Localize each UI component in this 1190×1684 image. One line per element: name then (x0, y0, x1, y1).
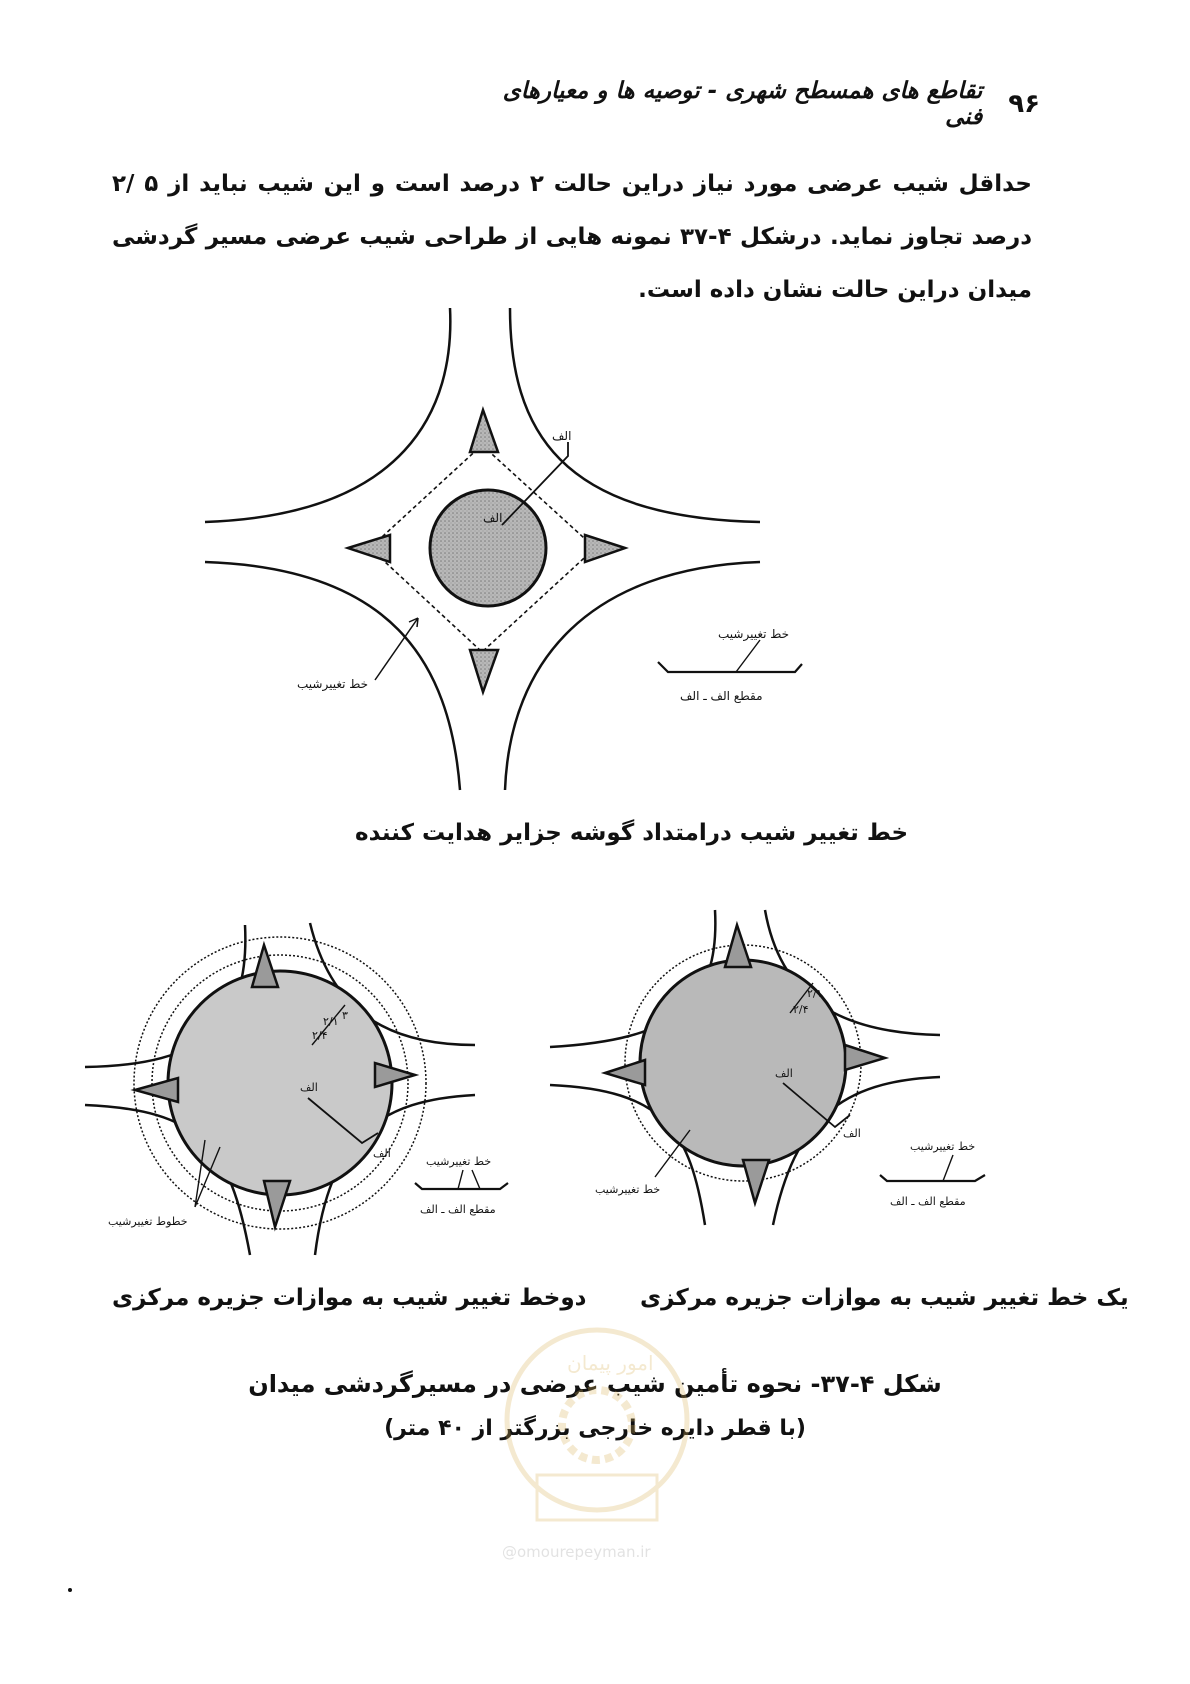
body-paragraph: حداقل شیب عرضی مورد نیاز دراین حالت ۲ درصد است و این شیب نباید از ۵ /۲ درصد تجاوز نماید. درشکل ۴-۳۷ نمونه هایی از طراحی شیب عرضی مسیر گردشی میدان دراین حالت نشان داده است. (112, 171, 1032, 303)
section-marker-label-inner: الف (300, 1081, 318, 1094)
figure-top-roundabout (200, 300, 920, 800)
figure-left-roundabout (80, 915, 550, 1260)
cross-section-profile (880, 1175, 985, 1181)
ring-label-2: ۲/۱ (323, 1015, 339, 1028)
central-island (430, 490, 546, 606)
section-marker-label-inner: الف (483, 511, 503, 525)
ring-label-1: ۲/۱ (807, 987, 823, 1000)
watermark-url: @omourepeyman.ir (502, 1543, 651, 1561)
margin-dot (68, 1588, 72, 1592)
page-number: ۹۶ (1008, 89, 1040, 119)
cross-section-label: مقطع الف ـ الف (890, 1195, 966, 1208)
figure-right-roundabout (545, 905, 1065, 1235)
cross-section-change-label: خط تغییرشیب (426, 1155, 492, 1168)
running-title: تقاطع های همسطح شهری - توصیه ها و معیارهای فنی (502, 78, 983, 130)
figure-caption-line1: شکل ۴-۳۷- نحوه تأمین شیب عرضی در مسیرگردشی میدان (248, 1370, 942, 1398)
section-marker-label-inner: الف (775, 1067, 793, 1080)
section-marker-label-outer: الف (552, 429, 572, 443)
ring-label-2: ۲/۴ (793, 1003, 809, 1016)
figure-left-caption: دوخط تغییر شیب به موازات جزیره مرکزی (112, 1285, 587, 1311)
watermark-text: امور پیمان (567, 1351, 654, 1375)
change-line-label: خط تغییرشیب (595, 1183, 661, 1196)
figure-top-caption: خط تغییر شیب درامتداد گوشه جزایر هدایت کننده (355, 820, 909, 846)
page-header (460, 78, 1040, 130)
ring-label-3: ۲/۴ (312, 1029, 328, 1042)
change-lines-label: خطوط تغییرشیب (108, 1215, 188, 1228)
cross-section-leader (736, 640, 760, 672)
cross-section-label: مقطع الف ـ الف (420, 1203, 496, 1216)
cross-section-leader (943, 1155, 953, 1181)
section-marker-label-outer: الف (373, 1147, 391, 1160)
section-marker-label-outer: الف (843, 1127, 861, 1140)
cross-section-label: مقطع الف ـ الف (680, 689, 763, 703)
cross-section-change-label: خط تغییرشیب (718, 627, 790, 641)
cross-section-profile (415, 1183, 508, 1189)
watermark-logo (497, 1325, 697, 1565)
cross-section-change-label: خط تغییرشیب (910, 1140, 976, 1153)
change-line-label: خط تغییرشیب (297, 677, 369, 691)
cross-section-profile (658, 662, 802, 672)
figure-right-caption: یک خط تغییر شیب به موازات جزیره مرکزی (640, 1285, 1129, 1311)
cross-section-leaders (458, 1170, 480, 1189)
figure-caption-line2: (با قطر دایره خارجی بزرگتر از ۴۰ متر) (384, 1416, 806, 1441)
ring-label-1: ۳ (342, 1009, 348, 1022)
